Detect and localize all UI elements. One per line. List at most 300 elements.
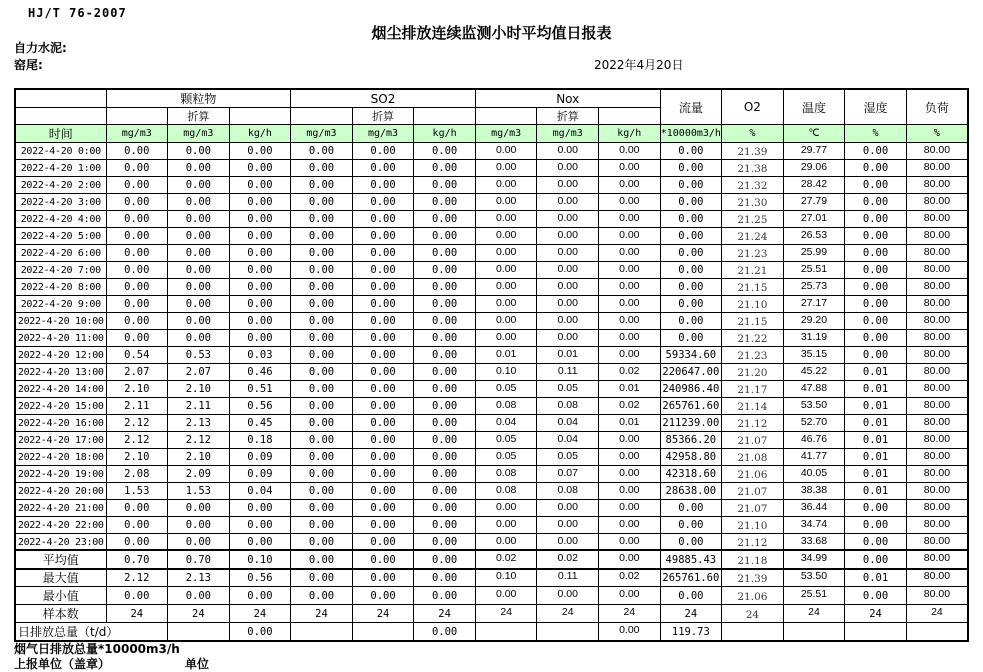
table-row — [15, 177, 968, 194]
value-cell: 0.09 — [229, 449, 291, 466]
value-cell: 0.00 — [414, 381, 476, 398]
row-label-cell: 平均值 — [15, 550, 106, 569]
value-cell: 0.00 — [599, 262, 661, 279]
value-cell: 0.00 — [352, 550, 414, 569]
value-cell: 220647.00 — [660, 364, 722, 381]
value-cell: 24 — [537, 605, 599, 623]
value-cell: 0.01 — [845, 381, 907, 398]
value-cell: 0.00 — [414, 160, 476, 177]
table-row — [15, 466, 968, 483]
value-cell — [722, 623, 784, 642]
value-cell: 0.00 — [291, 415, 353, 432]
value-cell: 80.00 — [906, 449, 968, 466]
value-cell: 21.12 — [722, 415, 784, 432]
value-cell: 0.00 — [599, 143, 661, 160]
value-cell: 0.00 — [168, 313, 230, 330]
value-cell: 29.20 — [783, 313, 845, 330]
value-cell: 0.00 — [599, 500, 661, 517]
row-label-cell: 2022-4-20 12:00 — [15, 347, 106, 364]
value-cell: 21.06 — [722, 466, 784, 483]
value-cell: 80.00 — [906, 398, 968, 415]
value-cell: 0.01 — [599, 415, 661, 432]
value-cell: 0.00 — [106, 534, 168, 551]
value-cell: 34.99 — [783, 550, 845, 569]
row-label-cell: 2022-4-20 21:00 — [15, 500, 106, 517]
value-cell: 0.00 — [168, 228, 230, 245]
value-cell: 80.00 — [906, 517, 968, 534]
value-cell: 0.00 — [660, 211, 722, 228]
value-cell: 80.00 — [906, 466, 968, 483]
value-cell: 0.00 — [537, 245, 599, 262]
value-cell: 24 — [352, 605, 414, 623]
value-cell: 0.00 — [537, 143, 599, 160]
row-label-cell: 2022-4-20 13:00 — [15, 364, 106, 381]
value-cell: 0.00 — [475, 262, 537, 279]
unit-cell: mg/m3 — [106, 125, 168, 143]
value-cell: 0.00 — [106, 330, 168, 347]
value-cell: 0.00 — [414, 517, 476, 534]
daily-total-label: 日排放总量（t/d） — [15, 623, 168, 642]
value-cell: 0.00 — [106, 500, 168, 517]
row-label-cell: 2022-4-20 3:00 — [15, 194, 106, 211]
value-cell: 80.00 — [906, 211, 968, 228]
row-label-cell: 2022-4-20 7:00 — [15, 262, 106, 279]
value-cell: 21.32 — [722, 177, 784, 194]
value-cell: 0.00 — [475, 228, 537, 245]
value-cell: 0.00 — [352, 364, 414, 381]
value-cell: 0.00 — [229, 587, 291, 605]
value-cell: 0.00 — [414, 483, 476, 500]
value-cell: 0.01 — [845, 364, 907, 381]
value-cell: 0.00 — [168, 143, 230, 160]
value-cell: 40.05 — [783, 466, 845, 483]
value-cell: 21.22 — [722, 330, 784, 347]
value-cell: 2.11 — [168, 398, 230, 415]
value-cell: 0.00 — [537, 517, 599, 534]
value-cell: 0.00 — [475, 245, 537, 262]
value-cell: 0.00 — [537, 262, 599, 279]
value-cell: 0.00 — [845, 330, 907, 347]
value-cell: 41.77 — [783, 449, 845, 466]
value-cell: 0.00 — [229, 177, 291, 194]
row-label-cell: 2022-4-20 5:00 — [15, 228, 106, 245]
value-cell: 0.00 — [537, 211, 599, 228]
value-cell: 0.05 — [537, 449, 599, 466]
value-cell: 21.24 — [722, 228, 784, 245]
row-label-cell: 2022-4-20 9:00 — [15, 296, 106, 313]
value-cell: 0.00 — [106, 279, 168, 296]
value-cell: 0.00 — [168, 534, 230, 551]
value-cell: 80.00 — [906, 432, 968, 449]
value-cell: 0.00 — [352, 228, 414, 245]
value-cell: 0.01 — [845, 432, 907, 449]
value-cell: 0.00 — [229, 211, 291, 228]
value-cell: 25.73 — [783, 279, 845, 296]
value-cell: 0.00 — [845, 160, 907, 177]
value-cell: 21.07 — [722, 500, 784, 517]
station-name: 窑尾: — [14, 58, 43, 72]
value-cell: 0.54 — [106, 347, 168, 364]
value-cell: 265761.60 — [660, 569, 722, 587]
value-cell: 0.00 — [168, 245, 230, 262]
value-cell — [291, 623, 353, 642]
value-cell: 0.00 — [229, 262, 291, 279]
row-label-cell: 2022-4-20 0:00 — [15, 143, 106, 160]
value-cell: 0.00 — [475, 330, 537, 347]
value-cell: 21.18 — [722, 550, 784, 569]
value-cell: 0.10 — [229, 550, 291, 569]
table-row — [15, 211, 968, 228]
value-cell: 0.70 — [168, 550, 230, 569]
converted-header-particulate: 折算 — [168, 108, 230, 125]
value-cell: 21.10 — [722, 296, 784, 313]
value-cell: 0.00 — [291, 432, 353, 449]
value-cell: 80.00 — [906, 143, 968, 160]
value-cell: 0.00 — [168, 296, 230, 313]
value-cell: 0.00 — [475, 534, 537, 551]
value-cell: 0.00 — [599, 550, 661, 569]
value-cell: 0.00 — [414, 623, 476, 642]
value-cell: 0.00 — [291, 296, 353, 313]
value-cell: 0.02 — [599, 364, 661, 381]
value-cell: 0.00 — [660, 534, 722, 551]
value-cell: 0.00 — [599, 160, 661, 177]
value-cell: 0.00 — [845, 279, 907, 296]
row-label-cell: 2022-4-20 8:00 — [15, 279, 106, 296]
value-cell: 21.23 — [722, 245, 784, 262]
value-cell: 21.15 — [722, 313, 784, 330]
value-cell: 80.00 — [906, 381, 968, 398]
value-cell: 0.51 — [229, 381, 291, 398]
value-cell: 0.56 — [229, 398, 291, 415]
value-cell: 0.00 — [660, 517, 722, 534]
table-row — [15, 381, 968, 398]
value-cell: 0.00 — [106, 143, 168, 160]
value-cell: 0.00 — [352, 466, 414, 483]
value-cell: 0.00 — [291, 569, 353, 587]
value-cell: 0.00 — [414, 296, 476, 313]
value-cell: 0.00 — [414, 330, 476, 347]
value-cell: 1.53 — [106, 483, 168, 500]
value-cell: 0.00 — [599, 587, 661, 605]
value-cell: 0.00 — [291, 262, 353, 279]
value-cell: 0.00 — [845, 587, 907, 605]
value-cell: 80.00 — [906, 569, 968, 587]
value-cell: 0.00 — [229, 279, 291, 296]
value-cell: 0.00 — [537, 279, 599, 296]
value-cell: 0.02 — [475, 550, 537, 569]
row-label-cell: 2022-4-20 15:00 — [15, 398, 106, 415]
value-cell: 0.00 — [599, 466, 661, 483]
table-row — [15, 313, 968, 330]
value-cell: 0.00 — [291, 449, 353, 466]
table-row — [15, 449, 968, 466]
value-cell: 0.00 — [537, 177, 599, 194]
value-cell: 0.00 — [291, 364, 353, 381]
value-cell: 0.00 — [660, 279, 722, 296]
value-cell: 0.00 — [106, 296, 168, 313]
value-cell: 0.00 — [229, 313, 291, 330]
value-cell: 0.00 — [845, 194, 907, 211]
value-cell: 38.38 — [783, 483, 845, 500]
value-cell: 0.00 — [599, 296, 661, 313]
value-cell: 0.00 — [845, 517, 907, 534]
unit-cell: mg/m3 — [352, 125, 414, 143]
value-cell: 21.39 — [722, 569, 784, 587]
value-cell: 80.00 — [906, 279, 968, 296]
unit-cell: *10000m3/h — [660, 125, 722, 143]
value-cell: 0.00 — [106, 262, 168, 279]
row-label-cell: 样本数 — [15, 605, 106, 623]
value-cell: 24 — [722, 605, 784, 623]
value-cell: 0.04 — [537, 415, 599, 432]
value-cell: 0.00 — [475, 160, 537, 177]
value-cell: 0.00 — [660, 500, 722, 517]
unit-cell: % — [722, 125, 784, 143]
empty-cell — [599, 108, 661, 125]
value-cell: 0.00 — [106, 211, 168, 228]
value-cell: 24 — [291, 605, 353, 623]
value-cell: 0.00 — [106, 245, 168, 262]
value-cell: 0.08 — [537, 398, 599, 415]
value-cell: 0.09 — [229, 466, 291, 483]
value-cell: 2.10 — [168, 381, 230, 398]
value-cell: 0.00 — [845, 262, 907, 279]
value-cell: 0.00 — [599, 347, 661, 364]
value-cell: 0.00 — [537, 587, 599, 605]
value-cell: 0.00 — [291, 517, 353, 534]
value-cell: 21.10 — [722, 517, 784, 534]
value-cell: 21.12 — [722, 534, 784, 551]
value-cell: 21.25 — [722, 211, 784, 228]
value-cell: 0.00 — [352, 483, 414, 500]
value-cell: 0.08 — [537, 483, 599, 500]
column-header-flow: 流量 — [660, 89, 722, 125]
value-cell: 80.00 — [906, 228, 968, 245]
value-cell: 0.00 — [414, 262, 476, 279]
value-cell: 0.00 — [414, 313, 476, 330]
value-cell: 0.00 — [414, 194, 476, 211]
value-cell: 0.00 — [599, 279, 661, 296]
unit-label: 单位 — [185, 657, 210, 671]
value-cell: 80.00 — [906, 347, 968, 364]
value-cell: 0.00 — [660, 245, 722, 262]
value-cell: 27.79 — [783, 194, 845, 211]
value-cell: 24 — [168, 605, 230, 623]
value-cell: 0.00 — [352, 569, 414, 587]
value-cell: 0.00 — [414, 534, 476, 551]
unit-cell: mg/m3 — [475, 125, 537, 143]
row-label-cell: 2022-4-20 11:00 — [15, 330, 106, 347]
value-cell: 0.00 — [352, 177, 414, 194]
value-cell: 59334.60 — [660, 347, 722, 364]
value-cell: 0.00 — [599, 228, 661, 245]
value-cell: 0.00 — [414, 500, 476, 517]
value-cell — [168, 623, 230, 642]
table-row — [15, 245, 968, 262]
summary-rows — [15, 550, 968, 641]
value-cell: 33.68 — [783, 534, 845, 551]
time-column-header: 时间 — [15, 125, 106, 143]
value-cell: 2.07 — [106, 364, 168, 381]
value-cell: 0.00 — [845, 245, 907, 262]
value-cell: 0.00 — [352, 347, 414, 364]
value-cell: 119.73 — [660, 623, 722, 642]
value-cell: 0.00 — [599, 177, 661, 194]
row-label-cell: 2022-4-20 10:00 — [15, 313, 106, 330]
value-cell: 21.20 — [722, 364, 784, 381]
value-cell: 211239.00 — [660, 415, 722, 432]
value-cell: 0.00 — [537, 228, 599, 245]
value-cell: 0.00 — [845, 500, 907, 517]
value-cell: 0.18 — [229, 432, 291, 449]
value-cell: 0.56 — [229, 569, 291, 587]
value-cell: 0.00 — [106, 194, 168, 211]
value-cell: 0.00 — [106, 517, 168, 534]
value-cell: 0.00 — [660, 143, 722, 160]
value-cell: 0.00 — [291, 534, 353, 551]
value-cell — [475, 623, 537, 642]
value-cell: 0.00 — [845, 211, 907, 228]
value-cell: 80.00 — [906, 415, 968, 432]
value-cell: 0.02 — [537, 550, 599, 569]
header-row-groups — [15, 89, 968, 108]
value-cell: 0.00 — [537, 296, 599, 313]
value-cell: 0.00 — [106, 587, 168, 605]
unit-cell: ℃ — [783, 125, 845, 143]
value-cell: 2.07 — [168, 364, 230, 381]
value-cell: 0.00 — [475, 177, 537, 194]
value-cell: 24 — [783, 605, 845, 623]
unit-cell: kg/h — [229, 125, 291, 143]
value-cell: 0.70 — [106, 550, 168, 569]
value-cell: 0.00 — [229, 330, 291, 347]
value-cell: 0.00 — [168, 279, 230, 296]
value-cell: 0.00 — [414, 466, 476, 483]
value-cell: 0.00 — [291, 313, 353, 330]
value-cell: 0.00 — [414, 432, 476, 449]
header-row-units — [15, 125, 968, 143]
value-cell: 21.14 — [722, 398, 784, 415]
value-cell: 27.01 — [783, 211, 845, 228]
value-cell: 0.00 — [229, 517, 291, 534]
summary-table — [14, 549, 969, 642]
empty-cell — [15, 89, 106, 108]
row-label-cell: 2022-4-20 14:00 — [15, 381, 106, 398]
value-cell: 0.00 — [352, 330, 414, 347]
value-cell: 0.01 — [599, 381, 661, 398]
value-cell: 0.00 — [475, 313, 537, 330]
value-cell: 0.00 — [352, 517, 414, 534]
value-cell: 0.00 — [599, 194, 661, 211]
value-cell: 42318.60 — [660, 466, 722, 483]
table-row — [15, 279, 968, 296]
value-cell: 24 — [845, 605, 907, 623]
value-cell: 0.00 — [106, 177, 168, 194]
value-cell: 0.00 — [414, 228, 476, 245]
value-cell: 0.05 — [475, 449, 537, 466]
value-cell: 21.38 — [722, 160, 784, 177]
value-cell: 21.23 — [722, 347, 784, 364]
value-cell: 0.00 — [352, 313, 414, 330]
value-cell: 80.00 — [906, 534, 968, 551]
value-cell: 0.08 — [475, 483, 537, 500]
value-cell: 0.05 — [475, 432, 537, 449]
value-cell: 0.00 — [475, 500, 537, 517]
value-cell: 0.00 — [229, 160, 291, 177]
value-cell: 2.08 — [106, 466, 168, 483]
value-cell: 0.00 — [106, 313, 168, 330]
value-cell: 0.00 — [414, 587, 476, 605]
value-cell: 0.01 — [845, 415, 907, 432]
value-cell: 0.00 — [106, 228, 168, 245]
row-label-cell: 2022-4-20 16:00 — [15, 415, 106, 432]
value-cell: 26.53 — [783, 228, 845, 245]
value-cell: 0.00 — [845, 296, 907, 313]
table-row — [15, 500, 968, 517]
value-cell: 2.13 — [168, 569, 230, 587]
unit-cell: kg/h — [599, 125, 661, 143]
value-cell — [906, 623, 968, 642]
value-cell: 0.10 — [475, 364, 537, 381]
value-cell: 0.00 — [352, 296, 414, 313]
value-cell: 0.00 — [291, 143, 353, 160]
column-header-humidity: 湿度 — [845, 89, 907, 125]
value-cell: 53.50 — [783, 569, 845, 587]
value-cell: 0.00 — [537, 330, 599, 347]
value-cell: 0.45 — [229, 415, 291, 432]
value-cell: 0.00 — [599, 449, 661, 466]
value-cell: 0.08 — [475, 466, 537, 483]
flue-gas-total-label: 烟气日排放总量*10000m3/h — [14, 642, 180, 656]
value-cell: 0.00 — [599, 623, 661, 642]
value-cell: 80.00 — [906, 587, 968, 605]
table-row — [15, 228, 968, 245]
value-cell: 0.05 — [475, 381, 537, 398]
value-cell: 0.00 — [414, 569, 476, 587]
value-cell: 0.00 — [352, 398, 414, 415]
table-row — [15, 415, 968, 432]
table-row — [15, 483, 968, 500]
value-cell: 0.00 — [599, 245, 661, 262]
value-cell: 0.00 — [414, 550, 476, 569]
value-cell: 0.00 — [845, 313, 907, 330]
value-cell: 21.07 — [722, 432, 784, 449]
value-cell: 24 — [906, 605, 968, 623]
value-cell: 0.05 — [537, 381, 599, 398]
value-cell: 80.00 — [906, 364, 968, 381]
value-cell: 0.00 — [352, 143, 414, 160]
unit-cell: mg/m3 — [291, 125, 353, 143]
empty-cell — [291, 108, 353, 125]
table-row — [15, 569, 968, 587]
value-cell: 0.00 — [352, 449, 414, 466]
value-cell: 0.00 — [229, 194, 291, 211]
value-cell: 0.00 — [599, 313, 661, 330]
value-cell — [352, 623, 414, 642]
value-cell: 80.00 — [906, 313, 968, 330]
value-cell: 0.00 — [168, 194, 230, 211]
value-cell: 21.30 — [722, 194, 784, 211]
value-cell: 28638.00 — [660, 483, 722, 500]
empty-cell — [475, 108, 537, 125]
value-cell: 0.00 — [660, 330, 722, 347]
value-cell: 0.00 — [352, 500, 414, 517]
value-cell: 21.06 — [722, 587, 784, 605]
value-cell: 0.00 — [352, 262, 414, 279]
value-cell: 0.00 — [229, 245, 291, 262]
value-cell: 0.00 — [845, 534, 907, 551]
